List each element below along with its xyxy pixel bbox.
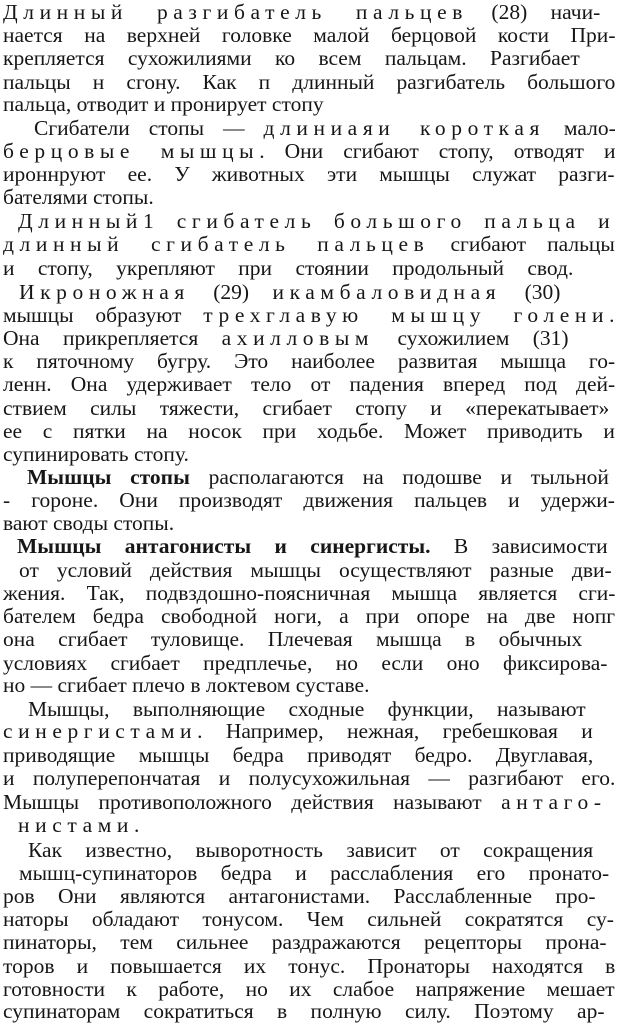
text-run: Сгибатели стопы — (34, 116, 264, 140)
text-run: ее с пятки на носок при ходьбе. Может приводить и (3, 419, 615, 443)
text-line (3, 234, 615, 256)
text-line (3, 513, 174, 535)
spaced-term: берцовые мышцы (3, 139, 260, 163)
text-run: она сгибает туловище. Плечевая мышца в обычных (3, 627, 583, 651)
text-line (3, 141, 615, 163)
text-line (3, 421, 615, 443)
text-run: . Они сгибают стопу, отводят и (259, 139, 616, 163)
text-line (3, 583, 615, 605)
text-run: (28) начи- (468, 0, 601, 24)
text-line (3, 444, 189, 466)
text-line (3, 398, 609, 420)
text-line (3, 653, 607, 675)
spaced-term: Длинный разгибатель пальцев (3, 0, 469, 24)
text-run: пинаторы, тем сильнее раздражаются рецепторы прона- (3, 930, 607, 954)
text-run: . (134, 813, 140, 837)
text-line (28, 840, 593, 862)
text-run: ров Они являются антагонистами. Расслабленные про- (3, 884, 596, 908)
text-line (3, 768, 615, 790)
text-line (34, 118, 616, 140)
text-line (3, 932, 607, 954)
spaced-term: антаго- (501, 790, 607, 814)
text-line (18, 815, 139, 837)
text-line (28, 699, 586, 721)
text-run: ленн. Она удерживает тело от падения вперед под дей- (3, 372, 616, 396)
text-run: Она прикрепляется (3, 326, 222, 350)
text-line (3, 490, 615, 512)
text-line (3, 187, 154, 209)
text-run: наторы обладают тонусом. Чем сильней сократятся су- (3, 907, 614, 931)
text-run: крепляется сухожилиями ко всем пальцам. Разгибает (3, 46, 580, 70)
text-line (3, 1001, 604, 1023)
text-line (3, 48, 580, 70)
text-run: мышцы образуют (3, 303, 204, 327)
text-run: В зависимости (430, 534, 608, 558)
text-run: пальцы н сгону. Как п длинный разгибатель большого (3, 70, 616, 94)
text-line (3, 629, 582, 651)
text-run: сухожилием (31) (374, 326, 569, 350)
text-run: готовности к работе, но их слабое напряжение мешает (3, 977, 615, 1001)
spaced-term: Длинный1 сгибатель большого пальца и (18, 209, 616, 233)
text-run: Как известно, выворотность зависит от сокращения (28, 838, 594, 862)
text-run: условиях сгибает предплечье, но если оно фиксирова- (3, 651, 608, 675)
text-run: и полуперепончатая и полусухожильная — разгибают его. (3, 766, 616, 790)
text-run: супинировать стопу. (3, 442, 189, 466)
spaced-term: длинный сгибатель пальцев (3, 232, 430, 256)
text-run: от условий действия мышцы осуществляют разные дви- (19, 558, 612, 582)
text-line (19, 863, 609, 885)
text-run: (29) (189, 280, 273, 304)
text-run: . Например, нежная, гребешковая и (197, 719, 593, 743)
text-run: бателями стопы. (3, 185, 154, 209)
text-line (3, 745, 593, 767)
spaced-term: Икроножная (19, 280, 190, 304)
text-line (3, 328, 569, 350)
text-line (3, 374, 615, 396)
text-run: к пяточному бугру. Это наиболее развитая мышца го- (3, 349, 616, 373)
text-run: мало- (544, 116, 616, 140)
text-line (3, 909, 614, 931)
bold-heading: Мышцы антагонисты и синергисты. (17, 534, 431, 558)
text-run: нается на верхней головке малой берцовой кости При- (3, 23, 616, 47)
text-run: и стопу, укрепляют при стоянии продольный свод. (3, 256, 574, 280)
text-line (18, 211, 615, 233)
text-line (27, 467, 609, 489)
text-run: пальца, отводит и пронирует стопу (3, 92, 324, 116)
text-run: супинаторам сократиться в полную силу. Поэтому ар- (3, 999, 605, 1023)
text-line (3, 956, 615, 978)
text-run: вают своды стопы. (3, 511, 175, 535)
text-line (3, 94, 324, 116)
text-line (3, 72, 615, 94)
text-run: жения. Так, подвздошно-поясничная мышца является сги- (3, 581, 616, 605)
text-run: но — сгибает плечо в локтевом суставе. (3, 673, 370, 697)
text-line (19, 282, 560, 304)
spaced-term: длиниаяи короткая (263, 116, 545, 140)
text-run: ствием силы тяжести, сгибает стопу и «перекатывает» (3, 396, 610, 420)
text-line (3, 979, 615, 1001)
text-line (3, 258, 573, 280)
spaced-term: трехглавую мышцу голени (203, 303, 610, 327)
text-run: сгибают пальцы (429, 232, 615, 256)
text-line (3, 721, 593, 743)
text-line (3, 351, 615, 373)
text-run: торов и повышается их тонус. Пронаторы находятся в (3, 954, 616, 978)
text-run: приводящие мышцы бедра приводят бедро. Двуглавая, (3, 743, 594, 767)
text-run: бателем бедра свободной ноги, а при опоре на две нопг (3, 604, 616, 628)
spaced-term: нистами (18, 813, 134, 837)
spaced-term: икамбаловидная (272, 280, 502, 304)
text-run: (30) (501, 280, 561, 304)
text-line (3, 305, 615, 327)
text-line (3, 606, 615, 628)
bold-heading: Мышцы стопы (27, 465, 190, 489)
text-line (3, 25, 615, 47)
spaced-term: ахилловым (221, 326, 375, 350)
text-line (3, 164, 615, 186)
spaced-term: синергистами (3, 719, 198, 743)
text-run: Мышцы, выполняющие сходные функции, называют (28, 697, 586, 721)
text-line (3, 2, 600, 24)
text-run: . (609, 303, 615, 327)
text-run: ироннруют ее. У животных эти мышцы служат разги- (3, 162, 615, 186)
text-run: - гороне. Они производят движения пальцев и удержи- (3, 488, 615, 512)
text-run: мышц-супинаторов бедра и расслабления его пронато- (19, 861, 610, 885)
text-run: Мышцы противоположного действия называют (3, 790, 502, 814)
text-line (3, 675, 369, 697)
text-line (19, 560, 612, 582)
text-line (3, 792, 607, 814)
text-run: располагаются на подошве и тыльной (189, 465, 609, 489)
text-line (17, 536, 608, 558)
text-line (3, 886, 596, 908)
